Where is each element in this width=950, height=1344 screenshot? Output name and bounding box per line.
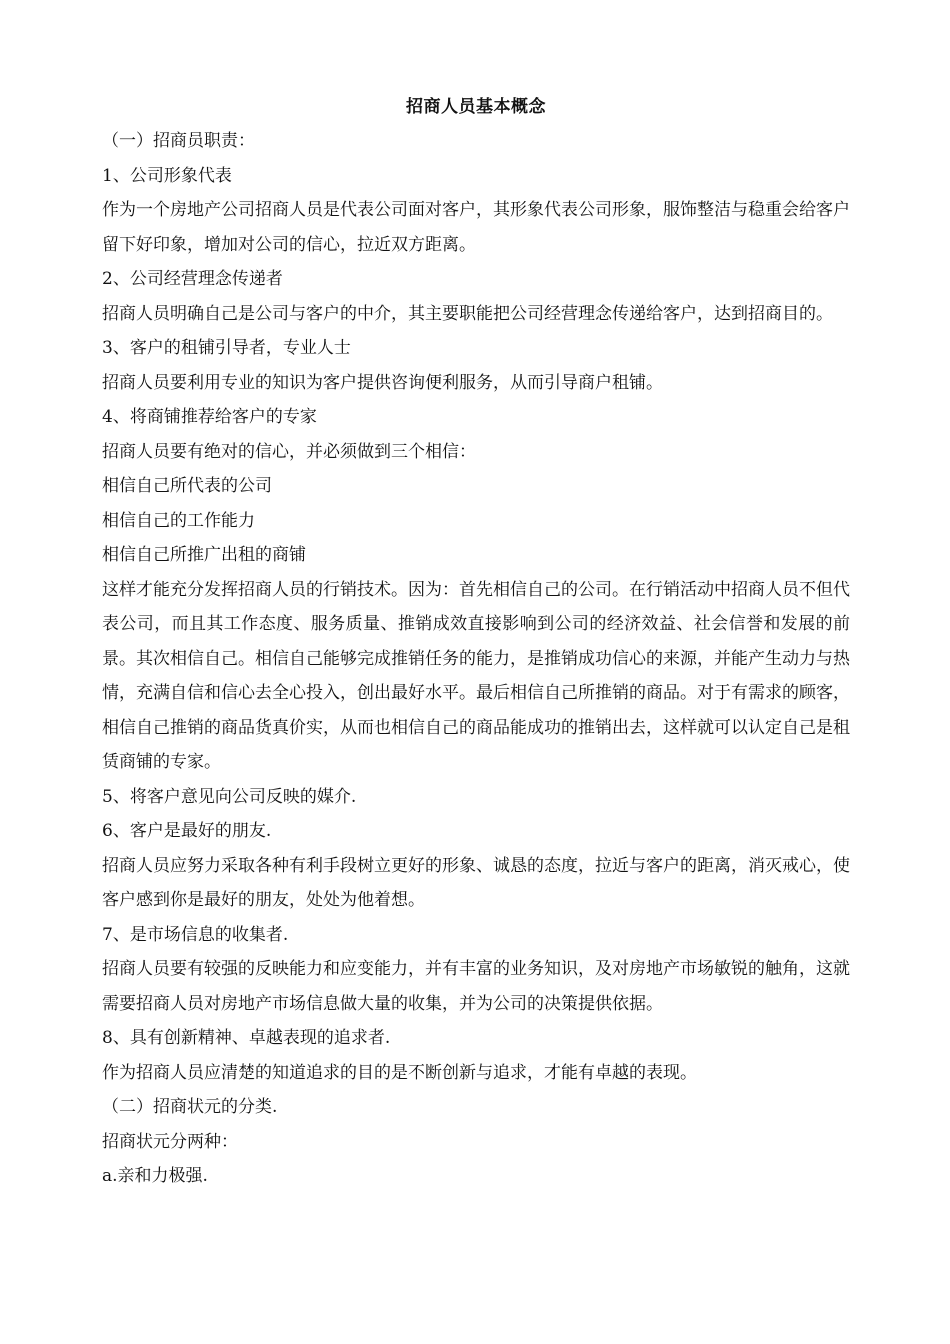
text-line: 相信自己的工作能力 [102,510,255,531]
document-body [102,124,850,1194]
text-line: 6、客户是最好的朋友. [102,821,272,841]
text-line: 招商状元分两种： [102,1131,238,1152]
text-line: 作为招商人员应清楚的知道追求的目的是不断创新与追求，才能有卓越的表现。 [102,1062,697,1083]
text-line: （一）招商员职责： [102,131,255,151]
text-line: （二）招商状元的分类. [102,1097,278,1117]
text-line: 8、具有创新精神、卓越表现的追求者. [102,1028,391,1048]
document-page [102,90,850,1194]
paragraph: 这样才能充分发挥招商人员的行销技术。因为：首先相信自己的公司。在行销活动中招商人员不但代表公司，而且其工作态度、服务质量、推销成效直接影响到公司的经济效益、社会信誉和发展的前景。其次相信自己。相信自己能够完成推销任务的能力，是推销成功信心的来源，并能产生动力与热情，充满自信和信心去全心投入，创出最好水平。最后相信自己所推销的商品。对于有需求的顾客，相信自己推销的商品货真价实，从而也相信自己的商品能成功的推销出去，这样就可以认定自己是租赁商铺的专家。 [102,579,850,772]
text-line: 4、将商铺推荐给客户的专家 [102,407,317,427]
paragraph: 招商人员明确自己是公司与客户的中介，其主要职能把公司经营理念传递给客户，达到招商目的。 [102,303,833,324]
text-line: 7、是市场信息的收集者. [102,924,289,945]
text-line: 相信自己所代表的公司 [102,476,272,496]
text-line: 3、客户的租铺引导者，专业人士 [102,338,351,358]
text-line: 2、公司经营理念传递者 [102,269,283,289]
paragraph: 招商人员要有较强的反映能力和应变能力，并有丰富的业务知识，及对房地产市场敏锐的触角，这就需要招商人员对房地产市场信息做大量的收集，并为公司的决策提供依据。 [102,959,850,1014]
paragraph: 作为一个房地产公司招商人员是代表公司面对客户，其形象代表公司形象，服饰整洁与稳重会给客户留下好印象，增加对公司的信心，拉近双方距离。 [102,200,850,255]
text-line: 招商人员要有绝对的信心，并必须做到三个相信： [102,441,476,462]
text-line: 招商人员要利用专业的知识为客户提供咨询便利服务，从而引导商户租铺。 [102,372,663,393]
text-line: 5、将客户意见向公司反映的媒介. [102,786,357,807]
document-title: 招商人员基本概念 [406,97,546,117]
text-line: 相信自己所推广出租的商铺 [102,545,306,565]
text-line: a.亲和力极强. [102,1166,208,1186]
paragraph: 招商人员应努力采取各种有利手段树立更好的形象、诚恳的态度，拉近与客户的距离，消灭戒心，使客户感到你是最好的朋友，处处为他着想。 [102,855,850,910]
text-line: 1、公司形象代表 [102,165,232,186]
